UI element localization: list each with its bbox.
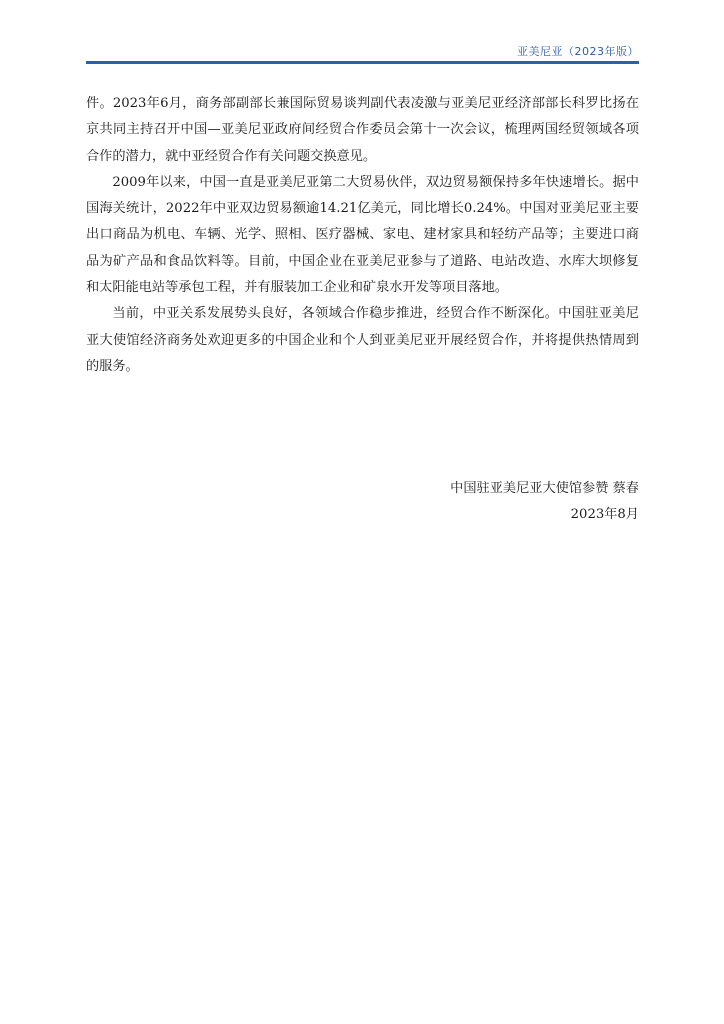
body-text — [86, 91, 639, 380]
signature-block — [450, 476, 639, 528]
page-header — [86, 40, 639, 66]
signature-author: 中国驻亚美尼亚大使馆参赞 蔡春 — [450, 481, 639, 496]
header-divider — [86, 61, 639, 64]
paragraph-outlook: 当前，中亚关系发展势头良好，各领域合作稳步推进，经贸合作不断深化。中国驻亚美尼亚大使馆经济商务处欢迎更多的中国企业和个人到亚美尼亚开展经贸合作，并将提供热情周到的服务。 — [86, 306, 639, 374]
paragraph-trade: 2009年以来，中国一直是亚美尼亚第二大贸易伙伴，双边贸易额保持多年快速增长。据中国海关统计，2022年中亚双边贸易额逾14.21亿美元，同比增长0.24%。中国对亚美尼亚主要出口商品为机电、车辆、光学、照相、医疗器械、家电、建材家具和轻纺产品等；主要进口商品为矿产品和食品饮料等。目前，中国企业在亚美尼亚参与了道路、电站改造、水库大坝修复和太阳能电站等承包工程，并有服装加工企业和矿泉水开发等项目落地。 — [86, 174, 639, 296]
signature-date: 2023年8月 — [570, 507, 639, 522]
paragraph-continuation: 件。2023年6月，商务部副部长兼国际贸易谈判副代表凌激与亚美尼亚经济部部长科罗比扬在京共同主持召开中国—亚美尼亚政府间经贸合作委员会第十一次会议，梳理两国经贸领域各项合作的潜力，就中亚经贸合作有关问题交换意见。 — [86, 96, 639, 164]
header-title: 亚美尼亚（2023年版） — [517, 45, 639, 58]
